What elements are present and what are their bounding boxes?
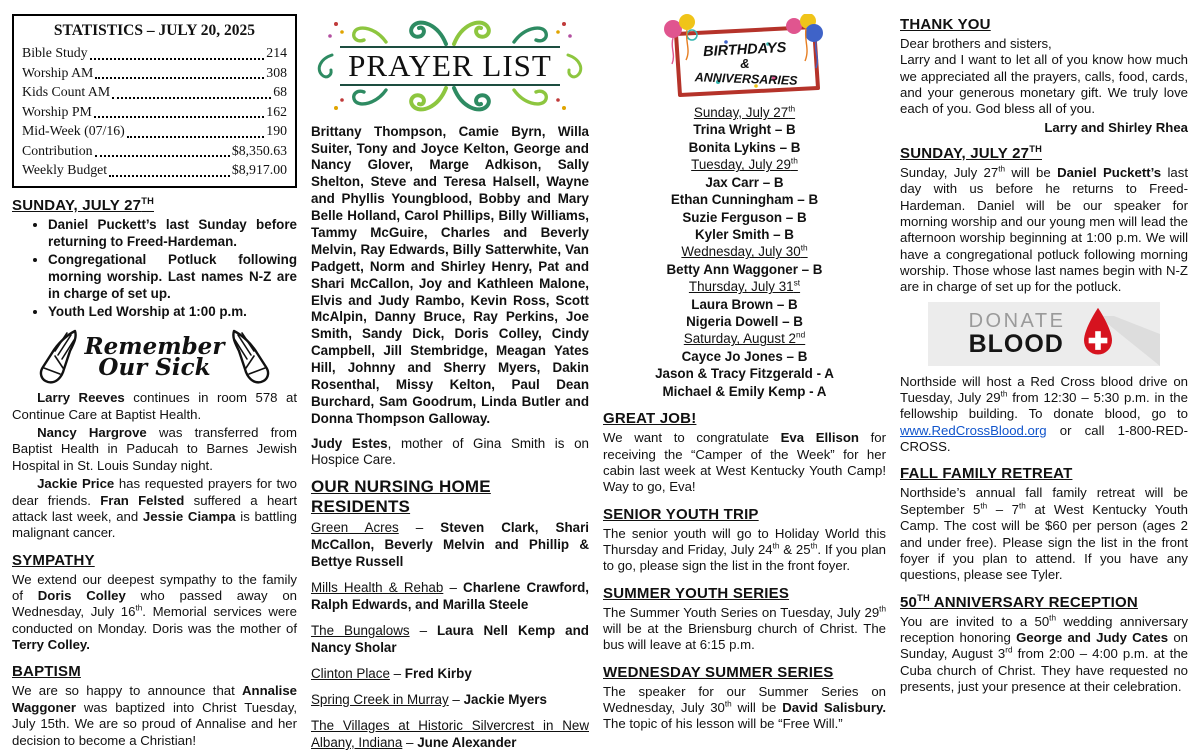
heading-fall-family-retreat: FALL FAMILY RETREAT <box>900 465 1073 483</box>
birthday-line: Jason & Tracy Fitzgerald - A <box>655 366 834 382</box>
stat-label: Bible Study <box>22 45 88 60</box>
heading-senior-youth-trip: SENIOR YOUTH TRIP <box>603 505 759 523</box>
stat-value: 214 <box>266 45 287 60</box>
great-job-paragraph: We want to congratulate Eva Ellison for receiving the “Camper of the Week” for her cabin last week at West Kentucky Youth Camp! Way to go, Eva! <box>603 430 886 495</box>
praying-hands-icon <box>228 328 280 386</box>
birthday-line: Kyler Smith – B <box>695 226 794 242</box>
dot-leader <box>112 97 271 99</box>
stat-row <box>22 121 287 141</box>
bullet-item: • Youth Led Worship at 1:00 p.m. <box>48 304 297 321</box>
stat-label: Mid-Week (07/16) <box>22 123 125 139</box>
stat-label: Kids Count AM <box>22 84 111 100</box>
heading-summer-youth-series: SUMMER YOUTH SERIES <box>603 584 790 602</box>
bullet-item: • Daniel Puckett’s last Sunday before returning to Freed-Hardeman. <box>48 217 297 251</box>
flourish-ornament-icon <box>311 86 589 116</box>
stat-value: $8,917.00 <box>231 162 287 178</box>
heading-50th-anniversary-reception: 50TH ANNIVERSARY RECEPTION <box>900 592 1138 611</box>
blood-drop-icon <box>1077 306 1119 362</box>
flourish-ornament-icon <box>311 16 589 46</box>
donate-blood-words <box>969 311 1066 357</box>
praying-hands-icon <box>29 328 81 386</box>
remember-our-sick-title: Remember Our Sick <box>84 332 225 382</box>
stat-value: 162 <box>266 103 287 119</box>
flourish-curl-icon <box>566 51 588 81</box>
summer-youth-series-paragraph: The Summer Youth Series on Tuesday, July 29th will be at the Briensburg church of Christ. The bus will leave at 6:15 p.m. <box>603 604 886 653</box>
stat-label: Contribution <box>22 142 93 158</box>
nursing-home-entry: Clinton Place – Fred Kirby <box>311 666 472 681</box>
stat-value: $8,350.63 <box>231 142 287 158</box>
dot-leader <box>90 58 265 60</box>
stat-row <box>22 160 287 180</box>
thank-you-paragraph: Larry and I want to let all of you know how much we appreciated all the prayers, calls, food, cards, and your generous monetary gift. We truly love each of you. God bless all of you. <box>900 52 1188 117</box>
birthday-line: Jax Carr – B <box>705 174 784 190</box>
banner-text-amp: & <box>739 56 750 71</box>
birthday-line: Bonita Lykins – B <box>688 139 801 155</box>
birthday-line: Betty Ann Waggoner – B <box>666 261 823 277</box>
birthday-line: Suzie Ferguson – B <box>682 209 807 225</box>
birthday-line: Laura Brown – B <box>691 296 798 312</box>
heading-sympathy: SYMPATHY <box>12 551 95 569</box>
banner-text-birthdays: BIRTHDAYS <box>702 39 787 61</box>
heading-baptism: BAPTISM <box>12 663 81 681</box>
dot-leader <box>94 116 264 118</box>
nursing-home-entry: The Bungalows – Laura Nell Kemp and Nancy Sholar <box>311 622 589 655</box>
sunday-bullet-list <box>12 217 297 320</box>
nursing-home-entry: Green Acres – Steven Clark, Shari McCallon, Beverly Melvin and Phillip & Bettye Russell <box>311 519 589 569</box>
blood-drive-paragraph: Northside will host a Red Cross blood drive on Tuesday, July 29th from 12:30 – 5:30 p.m. in the fellowship building. To donate blood, go to www.RedCrossBlood.org or call 1-800-RED-CROSS. <box>900 373 1188 455</box>
donate-word: DONATE <box>968 309 1066 332</box>
stat-value: 190 <box>266 123 287 139</box>
birthdays-anniversaries-banner <box>656 14 834 102</box>
dot-leader <box>109 175 230 177</box>
fall-family-retreat-paragraph: Northside’s annual fall family retreat will be September 5th – 7th at West Kentucky Youth Camp. The cost will be $60 per person (ages 2 and under free). Please sign the list in the front foyer if you plan to attend. If you have any questions, please see Tyler. <box>900 485 1188 583</box>
birthday-line: Nigeria Dowell – B <box>686 314 803 330</box>
heading-thank-you: THANK YOU <box>900 16 991 33</box>
stat-value: 308 <box>266 64 287 80</box>
birthday-line: Trina Wright – B <box>693 122 796 138</box>
nursing-home-entry: Spring Creek in Murray – Jackie Myers <box>311 692 547 708</box>
stat-row <box>22 102 287 122</box>
wednesday-summer-series-paragraph: The speaker for our Summer Series on Wednesday, July 30th will be David Salisbury. The topic of his lesson will be “Free Will.” <box>603 683 886 732</box>
birthday-line: Ethan Cunningham – B <box>670 192 819 208</box>
column-2 <box>311 14 589 751</box>
baptism-paragraph: We are so happy to announce that Annalise Waggoner was baptized into Christ Tuesday, July 15th. We are so proud of Annalise and her decision to become a Christian! <box>12 683 297 748</box>
stat-label: Worship AM <box>22 64 94 80</box>
stat-label: Worship PM <box>22 103 92 119</box>
remember-our-sick-header <box>12 328 297 386</box>
birthday-line: Saturday, August 2nd <box>683 330 806 347</box>
redcrossblood-link[interactable]: www.RedCrossBlood.org <box>900 422 1047 438</box>
anniversary-reception-paragraph: You are invited to a 50th wedding anniversary reception honoring George and Judy Cates on Sunday, August 3rd from 2:00 – 4:00 p.m. at the Cuba church of Christ. They have requested no presents, just your presence at their celebration. <box>900 613 1188 695</box>
stat-row <box>22 141 287 161</box>
sick-paragraph: Nancy Hargrove was transferred from Baptist Health in Paducah to Barnes Jewish Hospital in St. Louis Sunday night. <box>12 425 297 473</box>
prayer-list-title: PRAYER LIST <box>340 46 560 86</box>
stat-value: 68 <box>273 84 287 100</box>
birthday-line: Cayce Jo Jones – B <box>681 348 808 364</box>
prayer-list-banner <box>311 16 589 116</box>
heading-great-job: GREAT JOB! <box>603 410 697 428</box>
statistics-title: STATISTICS – JULY 20, 2025 <box>53 22 256 39</box>
column-1 <box>12 14 298 748</box>
heading-wednesday-summer-series: WEDNESDAY SUMMER SERIES <box>603 663 834 681</box>
thank-you-salutation: Dear brothers and sisters, <box>900 36 1052 51</box>
prayer-names-paragraph: Brittany Thompson, Camie Byrn, Willa Suiter, Tony and Joyce Kelton, George and Nancy Glover, Marge Adkison, Sally Shelton, Steve and Teresa Halsell, Wayne and Phyllis Youngblood, Bobby and Mary Belle Holland, Carol Phillips, Billy Williams, Tammy McGuire, Charles and Beverly Melvin, Ray Edwards, Billy Satterwhite, Van Padgett, Norm and Shirley Henry, Pat and Shari McCallon, Joy and Kathleen Malone, Elvis and Judy Rambo, Kevin Ross, Scott McAlpin, Danny Bruce, Ray Perkins, Joe Smith, Sandy Dick, Doris Colley, Cindy Campbell, Jill Stembridge, Meagan Yates Hill, Johnny and Sherry Myers, Dakin Rosenthal, Missy Kelton, Paul Dean Burchard, Sam Goodrum, Linda Butler and Donna Thompson Galloway. <box>311 123 589 426</box>
flourish-curl-icon <box>312 51 334 81</box>
dot-leader <box>95 155 230 157</box>
stat-label: Weekly Budget <box>22 162 108 178</box>
donate-blood-banner <box>928 302 1160 366</box>
blood-word: BLOOD <box>968 329 1064 358</box>
heading-sunday-july-27: SUNDAY, JULY 27TH <box>12 196 154 215</box>
judy-estes-paragraph: Judy Estes, mother of Gina Smith is on Hospice Care. <box>311 435 589 468</box>
stat-row <box>22 82 287 102</box>
birthday-line: Sunday, July 27th <box>693 103 796 120</box>
sympathy-paragraph: We extend our deepest sympathy to the family of Doris Colley who passed away on Wednesday, July 16th. Memorial services were conducted on Monday. Doris was the mother of Terry Colley. <box>12 571 298 653</box>
column-3 <box>603 14 886 732</box>
birthday-line: Tuesday, July 29th <box>691 155 798 173</box>
statistics-box <box>12 14 297 188</box>
thank-you-signature: Larry and Shirley Rhea <box>1044 119 1188 135</box>
sunday-col4-paragraph: Sunday, July 27th will be Daniel Puckett’s last day with us before he returns to Freed-Hardeman. Daniel will be our speaker for morning worship and our young men will lead the afternoon worship beginning at 1:00 p.m. We will have a congregational potluck following morning worship. Those whose last names begin with N-Z are in charge of set up for the potluck. <box>900 164 1189 295</box>
birthday-line: Thursday, July 31st <box>688 277 801 295</box>
senior-youth-trip-paragraph: The senior youth will go to Holiday World this Thursday and Friday, July 24th & 25th. If you plan to go, please sign the list in the front foyer. <box>603 525 886 574</box>
stat-row <box>22 63 287 83</box>
heading-sunday-july-27-col4: SUNDAY, JULY 27TH <box>900 143 1042 162</box>
heading-nursing-home-residents: OUR NURSING HOME RESIDENTS <box>311 476 491 516</box>
dot-leader <box>95 77 264 79</box>
sick-paragraph: Jackie Price has requested prayers for two dear friends. Fran Felsted suffered a heart attack last week, and Jessie Ciampa is battling malignant cancer. <box>12 476 297 541</box>
banner-text-anniversaries: ANNIVERSARIES <box>694 70 798 88</box>
birthday-line: Michael & Emily Kemp - A <box>662 383 827 399</box>
birthday-line: Wednesday, July 30th <box>681 242 808 260</box>
bullet-item: • Congregational Potluck following morning worship. Last names N-Z are in charge of set up. <box>48 252 297 303</box>
column-4 <box>900 14 1188 710</box>
stat-row <box>22 43 287 63</box>
sick-paragraph: Larry Reeves continues in room 578 at Continue Care at Baptist Health. <box>12 390 297 422</box>
nursing-home-entry: The Villages at Historic Silvercrest in New Albany, Indiana – June Alexander <box>311 718 589 751</box>
nursing-home-entry: Mills Health & Rehab – Charlene Crawford, Ralph Edwards, and Marilla Steele <box>311 579 589 612</box>
dot-leader <box>127 136 265 138</box>
